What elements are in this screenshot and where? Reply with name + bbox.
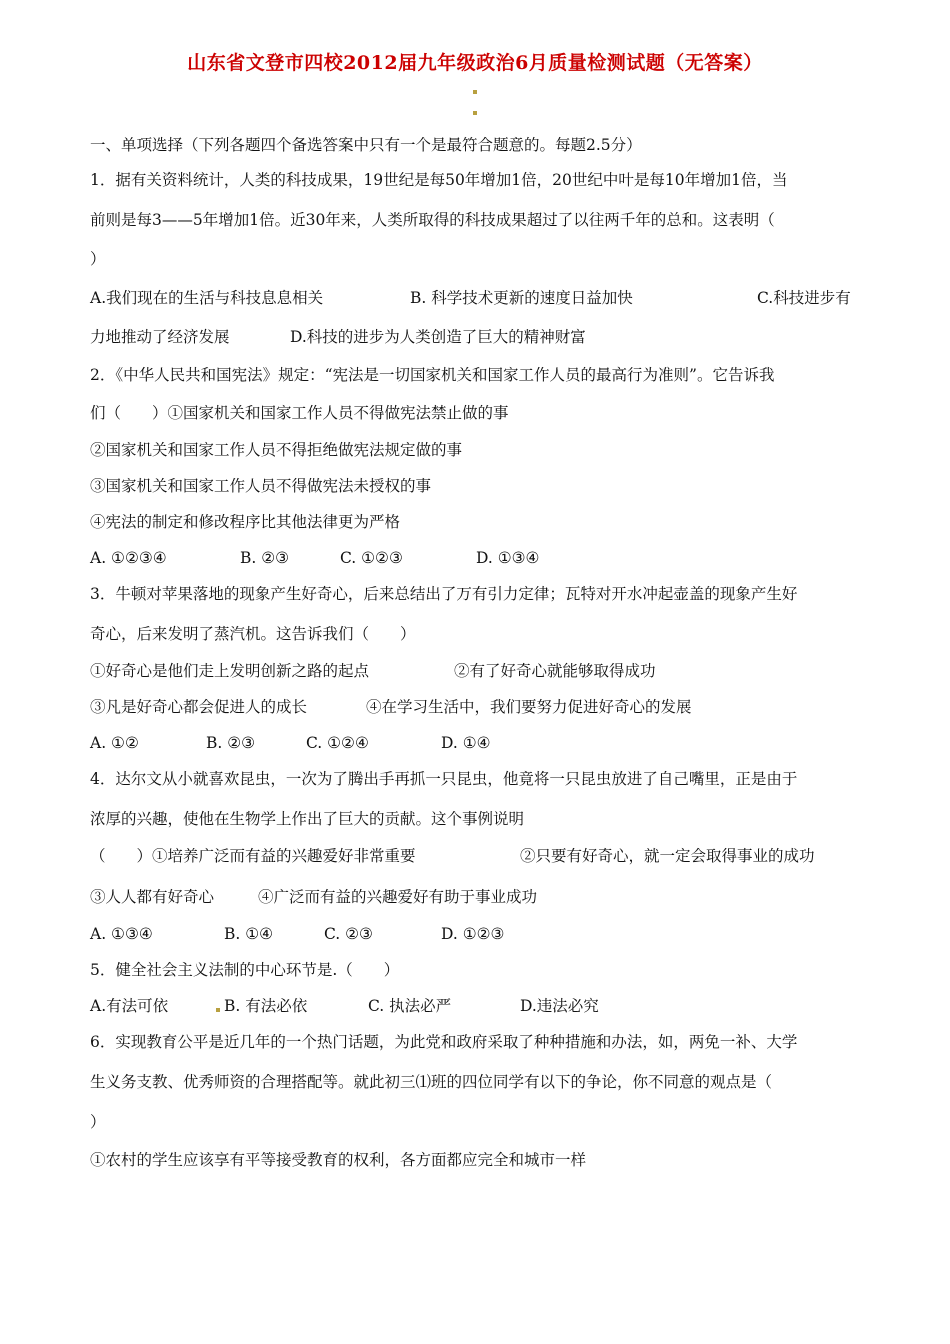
question-6-line-3: ） [90,1113,106,1131]
decorative-dot [473,90,477,94]
question-1-option-c-continued: 力地推动了经济发展 [90,328,230,346]
question-3-line-1: 3．牛顿对苹果落地的现象产生好奇心，后来总结出了万有引力定律；瓦特对开水冲起壶盖的现象产生好 [90,585,798,603]
question-6-line-1: 6．实现教育公平是近几年的一个热门话题，为此党和政府采取了种种措施和办法，如，两免一补、大学 [90,1033,798,1051]
question-5-option-b: B. 有法必依 [224,997,308,1015]
question-3-option-c: C. ①②④ [306,734,369,752]
question-3-option-d: D. ①④ [441,734,491,752]
question-2-option-a: A. ①②③④ [90,549,167,567]
question-3-statement-2: ②有了好奇心就能够取得成功 [454,662,656,680]
question-4-option-c: C. ②③ [324,925,373,943]
question-5-option-a: A.有法可依 [90,997,169,1015]
question-6-line-2: 生义务支教、优秀师资的合理搭配等。就此初三⑴班的四位同学有以下的争论，你不同意的观点是（ [90,1073,773,1091]
question-2-line-5: ④宪法的制定和修改程序比其他法律更为严格 [90,513,401,531]
question-6-line-4: ①农村的学生应该享有平等接受教育的权利，各方面都应完全和城市一样 [90,1151,587,1169]
question-5-option-c: C. 执法必严 [368,997,452,1015]
question-2-option-b: B. ②③ [240,549,290,567]
question-3-option-a: A. ①② [90,734,139,752]
question-2-line-4: ③国家机关和国家工作人员不得做宪法未授权的事 [90,477,432,495]
question-3-statement-3: ③凡是好奇心都会促进人的成长 [90,698,308,716]
question-4-statement-1: （ ）①培养广泛而有益的兴趣爱好非常重要 [90,847,416,865]
question-1-line-2: 前则是每3——5年增加1倍。近30年来，人类所取得的科技成果超过了以往两千年的总和。这表明（ [90,211,775,229]
question-2-option-c: C. ①②③ [340,549,403,567]
question-4-statement-3: ③人人都有好奇心 [90,888,215,906]
question-1-option-a: A.我们现在的生活与科技息息相关 [90,289,324,307]
question-2-option-d: D. ①③④ [476,549,540,567]
question-4-option-b: B. ①④ [224,925,274,943]
question-1-line-1: 1．据有关资料统计，人类的科技成果，19世纪是每50年增加1倍，20世纪中叶是每10年增加1倍，当 [90,171,788,189]
question-1-line-3: ） [90,250,106,268]
question-3-statement-4: ④在学习生活中，我们要努力促进好奇心的发展 [366,698,692,716]
question-4-option-d: D. ①②③ [441,925,505,943]
question-4-option-a: A. ①③④ [90,925,153,943]
question-5-option-d: D.违法必究 [520,997,599,1015]
question-5-line-1: 5．健全社会主义法制的中心环节是.（ ） [90,961,400,979]
question-4-statement-4: ④广泛而有益的兴趣爱好有助于事业成功 [258,888,538,906]
question-2-line-1: 2．《中华人民共和国宪法》规定：“宪法是一切国家机关和国家工作人员的最高行为准则”。它告诉我 [90,366,775,384]
decorative-dot [216,1008,220,1012]
question-3-option-b: B. ②③ [206,734,256,752]
question-4-statement-2: ②只要有好奇心，就一定会取得事业的成功 [520,847,815,865]
question-4-line-1: 4．达尔文从小就喜欢昆虫，一次为了腾出手再抓一只昆虫，他竟将一只昆虫放进了自己嘴里，正是由于 [90,770,798,788]
decorative-dot [473,111,477,115]
question-2-line-3: ②国家机关和国家工作人员不得拒绝做宪法规定做的事 [90,441,463,459]
question-3-line-2: 奇心，后来发明了蒸汽机。这告诉我们（ ） [90,625,416,643]
question-2-line-2: 们（ ）①国家机关和国家工作人员不得做宪法禁止做的事 [90,404,509,422]
question-4-line-2: 浓厚的兴趣，使他在生物学上作出了巨大的贡献。这个事例说明 [90,810,525,828]
question-1-option-d: D.科技的进步为人类创造了巨大的精神财富 [290,328,586,346]
question-1-option-c: C.科技进步有 [757,289,851,307]
section-heading: 一、单项选择（下列各题四个备选答案中只有一个是最符合题意的。每题2.5分） [90,136,642,154]
question-3-statement-1: ①好奇心是他们走上发明创新之路的起点 [90,662,370,680]
question-1-option-b: B. 科学技术更新的速度日益加快 [410,289,633,307]
document-title: 山东省文登市四校2012届九年级政治6月质量检测试题（无答案） [187,52,763,74]
